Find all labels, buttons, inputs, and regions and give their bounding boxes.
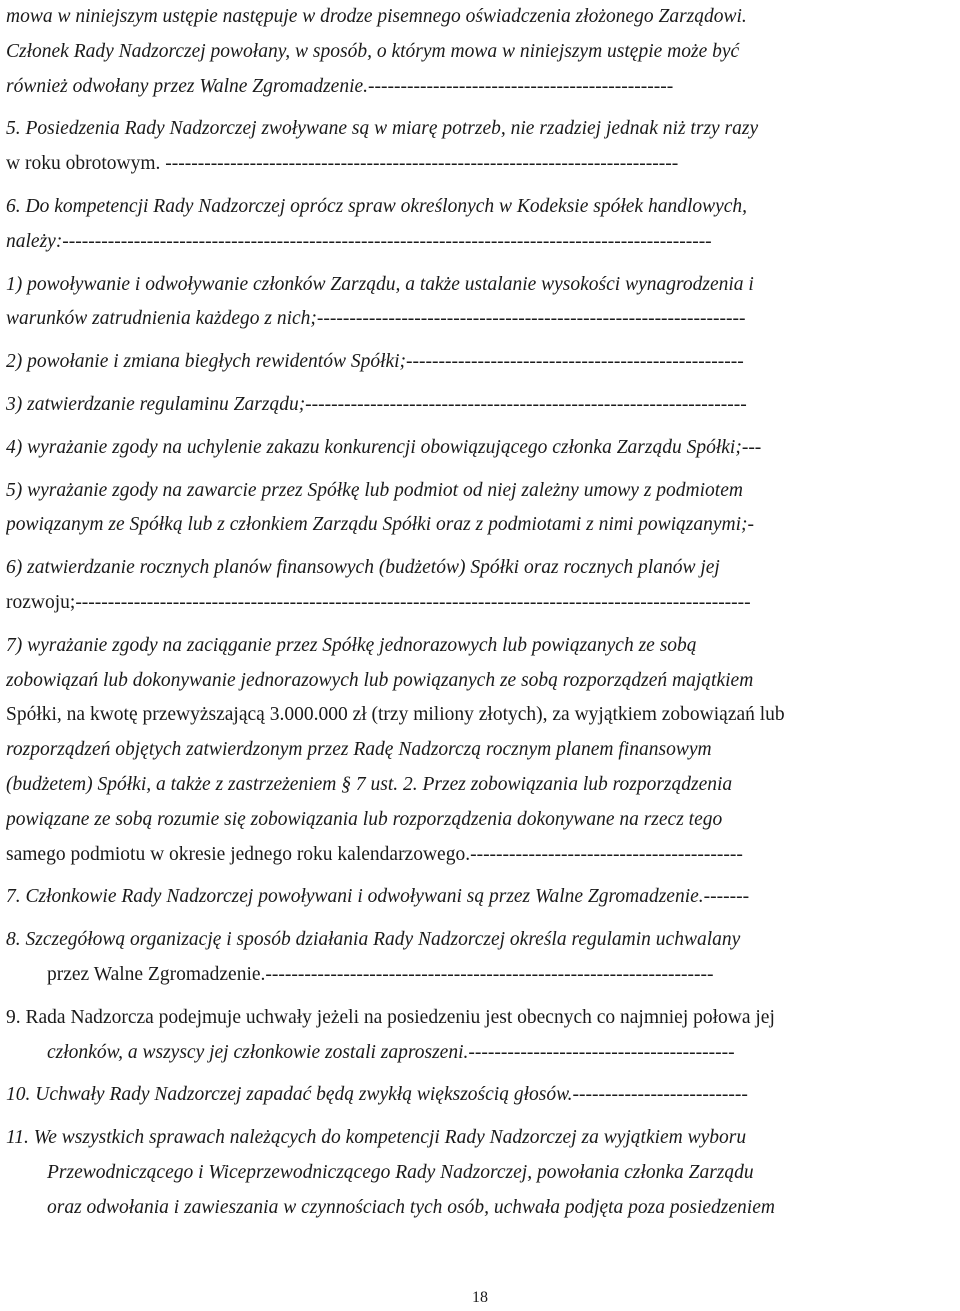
paragraph-5-line: w roku obrotowym. ------------------------------------------------------------------------------- (6, 153, 679, 175)
list-item-7-line: powiązane ze sobą rozumie się zobowiązania lub rozporządzenia dokonywane na rzecz tego (6, 808, 723, 830)
list-item-7-line: Spółki, na kwotę przewyższającą 3.000.000 zł (trzy miliony złotych), za wyjątkiem zobowiązań lub (6, 704, 785, 726)
paragraph-9-line: członków, a wszyscy jej członkowie zostali zaproszeni.----------------------------------------- (47, 1041, 735, 1063)
paragraph-8-line: 8. Szczegółową organizację i sposób działania Rady Nadzorczej określa regulamin uchwalany (6, 929, 741, 951)
paragraph-11-line: oraz odwołania i zawieszania w czynnościach tych osób, uchwała podjęta poza posiedzeniem (47, 1196, 775, 1218)
paragraph-5-line: 5. Posiedzenia Rady Nadzorczej zwoływane są w miarę potrzeb, nie rzadziej jednak niż trzy razy (6, 118, 759, 140)
paragraph-6-line: 6. Do kompetencji Rady Nadzorczej oprócz spraw określonych w Kodeksie spółek handlowych, (6, 195, 748, 217)
paragraph-6-line: należy:---------------------------------------------------------------------------------------------------- (6, 230, 712, 252)
paragraph-8-line: przez Walne Zgromadzenie.--------------------------------------------------------------------- (47, 963, 714, 985)
paragraph-11-line: Przewodniczącego i Wiceprzewodniczącego Rady Nadzorczej, powołania członka Zarządu (47, 1161, 754, 1183)
list-item-7-line: 7) wyrażanie zgody na zaciąganie przez Spółkę jednorazowych lub powiązanych ze sobą (6, 634, 697, 656)
list-item-2-line: 2) powołanie i zmiana biegłych rewidentów Spółki;---------------------------------------------------- (6, 351, 744, 373)
list-item-1-line: warunków zatrudnienia każdego z nich;------------------------------------------------------------------ (6, 308, 746, 330)
text-line: Członek Rady Nadzorczej powołany, w sposób, o którym mowa w niniejszym ustępie może być (6, 40, 740, 62)
list-item-6-line: rozwoju;-------------------------------------------------------------------------------------------------------- (6, 591, 751, 613)
list-item-7-line: (budżetem) Spółki, a także z zastrzeżeniem § 7 ust. 2. Przez zobowiązania lub rozporządzenia (6, 773, 733, 795)
page-number: 18 (472, 1289, 488, 1306)
paragraph-11-line: 11. We wszystkich sprawach należących do kompetencji Rady Nadzorczej za wyjątkiem wyboru (6, 1127, 747, 1149)
list-item-1-line: 1) powoływanie i odwoływanie członków Zarządu, a także ustalanie wysokości wynagrodzenia i (6, 273, 754, 295)
list-item-7-line: samego podmiotu w okresie jednego roku kalendarzowego.------------------------------------------ (6, 843, 743, 865)
paragraph-7-line: 7. Członkowie Rady Nadzorczej powoływani i odwoływani są przez Walne Zgromadzenie.------- (6, 886, 750, 908)
list-item-4-line: 4) wyrażanie zgody na uchylenie zakazu konkurencji obowiązującego członka Zarządu Spółki;--- (6, 436, 762, 458)
text-line: również odwołany przez Walne Zgromadzenie.----------------------------------------------- (6, 75, 674, 97)
document-page (6, 0, 956, 1226)
list-item-5-line: 5) wyrażanie zgody na zawarcie przez Spółkę lub podmiot od niej zależny umowy z podmiotem (6, 479, 743, 501)
list-item-3-line: 3) zatwierdzanie regulaminu Zarządu;-------------------------------------------------------------------- (6, 393, 747, 415)
text-line: mowa w niniejszym ustępie następuje w drodze pisemnego oświadczenia złożonego Zarządowi. (6, 6, 747, 27)
list-item-7-line: rozporządzeń objętych zatwierdzonym przez Radę Nadzorczą rocznym planem finansowym (6, 739, 712, 761)
list-item-5-line: powiązanym ze Spółką lub z członkiem Zarządu Spółki oraz z podmiotami z nimi powiązanymi;- (6, 514, 755, 536)
paragraph-10-line: 10. Uchwały Rady Nadzorczej zapadać będą zwykłą większością głosów.--------------------------- (6, 1084, 748, 1106)
list-item-6-line: 6) zatwierdzanie rocznych planów finansowych (budżetów) Spółki oraz rocznych planów jej (6, 557, 720, 579)
list-item-7-line: zobowiązań lub dokonywanie jednorazowych lub powiązanych ze sobą rozporządzeń majątkiem (6, 669, 754, 691)
paragraph-9-line: 9. Rada Nadzorcza podejmuje uchwały jeżeli na posiedzeniu jest obecnych co najmniej połowa jej (6, 1006, 775, 1028)
